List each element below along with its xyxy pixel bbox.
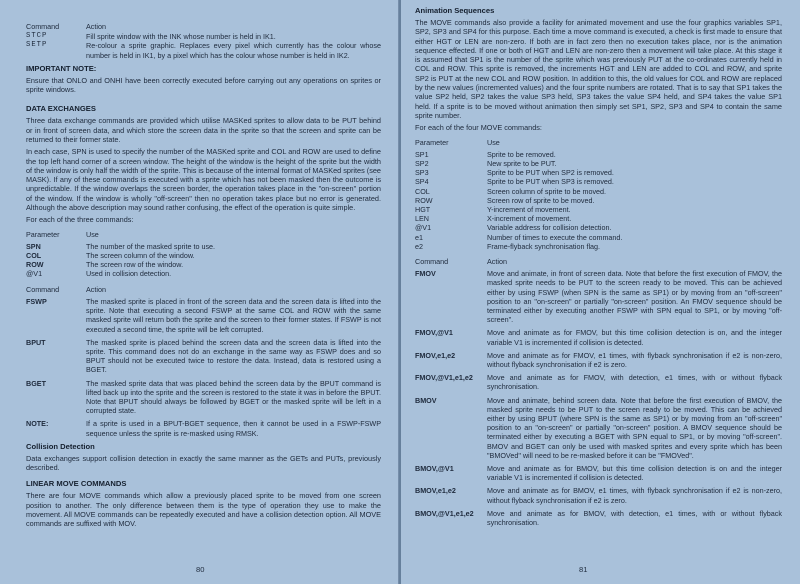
command-row [415, 373, 782, 391]
param-use: Y-increment of movement. [487, 204, 571, 214]
command-action: Move and animate as for FMOV, with detection, e1 times, with or without flyback synchronisation. [487, 373, 782, 392]
header-use: Use [86, 229, 99, 239]
command-action: Move and animate as for FMOV, e1 times, with flyback synchronisation if e2 is non-zero, without flyback synchronisation if e2 is zero. [487, 350, 782, 370]
param-row [415, 223, 782, 232]
param-row [26, 251, 381, 260]
command-row [26, 338, 381, 375]
command-action: Move and animate, behind screen data. Note that before the first execution of BMOV, the masked sprite needs to be PUT to the screen ready to be moved. This can be achieved either by using BPUT (where SPN is the same as SP1) or by moving from an "off-screen" position to an "on-screen" or partially "on-screen" position. A BMOV sequence should be terminated either by executing a BGET with SPN equal to SP1, or by moving "off-screen". BMOV and BGET can only be used with masked sprites and every sprite which has been "BMOVed" will need to be re-masked before it can be "FMOVed". [487, 395, 782, 460]
command-name: FMOV,@V1,e1,e2 [415, 373, 473, 383]
command-name: BMOV,@V1 [415, 464, 454, 474]
param-name: e2 [415, 241, 423, 251]
animation-sequences-title: Animation Sequences [415, 6, 495, 15]
command-name: BMOV [415, 395, 437, 405]
paragraph: Three data exchange commands are provided which utilise MASKed sprites to allow data to be PUT behind or in front of screen data, and which store the screen data in the sprite so that the screen and sprite can be returned to their former state. [26, 116, 381, 144]
linear-move-title: LINEAR MOVE COMMANDS [26, 479, 127, 489]
command-row [415, 269, 782, 324]
param-use: Variable address for collision detection. [487, 223, 612, 233]
table-row [26, 41, 381, 59]
header-action: Action [86, 22, 106, 31]
param-use: Used in collision detection. [86, 269, 172, 279]
param-name: ROW [415, 195, 433, 205]
command-action: Move and animate as for BMOV, but this time collision detection is on and the integer variable V1 is incremented if collision is detected. [487, 464, 782, 483]
param-list [415, 150, 782, 251]
important-note-title: IMPORTANT NOTE: [26, 63, 97, 73]
param-use: The screen row of the window. [86, 260, 184, 270]
param-row [26, 242, 381, 251]
param-row [415, 150, 782, 159]
command-action: The masked sprite data that was placed behind the screen data by the BPUT command is lifted back up into the sprite and the screen is restored to the state it was in before the BPUT. Note that BPUT should always be followed by BGET or the masked sprite will be left in a corrupted state. [86, 378, 381, 416]
page-number: 80 [196, 565, 205, 574]
command-row [26, 379, 381, 416]
header-command: Command [415, 257, 449, 266]
paragraph: In each case, SPN is used to specify the number of the MASKed sprite and COL and ROW are used to define the top left hand corner of a screen window. The height of the window is the height of the sprite but the width of the window is only half the width of the sprite. This is because of the internal format of MASKed sprites (see MASK). If any of these commands is executed with a sprite which has not been masked then the outcome is unpredictable. If the window overlaps the screen border, the operation takes place in the "on-screen" portion of the window. If the window is wholly "off-screen" then no operation takes place but no error is generated. Although the above description may sound rather confusing, the effect of the operation is quite simple. [26, 147, 381, 213]
param-header [415, 138, 782, 147]
data-exchanges-title: DATA EXCHANGES [26, 104, 96, 114]
command-action: Move and animate as for BMOV, with detection, e1 times, with or without flyback synchronisation. [487, 508, 782, 528]
command-name: FSWP [26, 296, 47, 306]
command-name: SETP [26, 41, 48, 50]
table-row [26, 32, 381, 41]
param-name: SPN [26, 241, 41, 251]
param-header [26, 230, 381, 239]
param-row [415, 233, 782, 242]
command-row [415, 328, 782, 346]
param-row [415, 177, 782, 186]
param-row [26, 260, 381, 269]
command-name: STCP [26, 32, 48, 41]
param-row [415, 187, 782, 196]
header-command: Command [26, 284, 60, 294]
right-page [401, 0, 800, 584]
header-action: Action [86, 284, 106, 294]
command-row [26, 419, 381, 437]
paragraph: For each of the four MOVE commands: [415, 123, 542, 133]
collision-detection-title: Collision Detection [26, 441, 95, 451]
param-row [26, 269, 381, 278]
command-name: BPUT [26, 337, 46, 347]
param-name: @V1 [26, 269, 43, 279]
command-action: Fill sprite window with the INK whose number is held in IK1. [86, 32, 276, 42]
param-use: Screen row of sprite to be moved. [487, 195, 595, 205]
param-name: COL [415, 186, 430, 196]
command-row [415, 396, 782, 460]
param-name: SP1 [415, 149, 429, 159]
param-row [415, 214, 782, 223]
param-name: SP2 [415, 158, 429, 168]
param-use: The number of the masked sprite to use. [86, 241, 216, 251]
command-action: Move and animate as for FMOV, but this time collision detection is on, and the integer variable V1 is incremented if collision is detected. [487, 328, 782, 347]
param-name: LEN [415, 214, 429, 224]
param-use: X-increment of movement. [487, 214, 572, 224]
param-use: Sprite to be PUT when SP3 is removed. [487, 177, 614, 187]
command-row [415, 464, 782, 482]
note-label: NOTE: [26, 419, 49, 429]
param-row [415, 242, 782, 251]
param-name: SP4 [415, 177, 429, 187]
param-use: Screen column of sprite to be moved. [487, 186, 607, 196]
header-command: Command [26, 22, 60, 31]
top-table-header [26, 22, 381, 31]
command-row [415, 509, 782, 527]
param-list [26, 242, 381, 279]
param-name: @V1 [415, 223, 432, 233]
paragraph: The MOVE commands also provide a facility for animated movement and use the four graphics variables SP1, SP2, SP3 and SP4 for this purpose. Each time a move command is executed, a check is first made to ensure that either HGT or LEN are non-zero. If both are in fact zero then no execution takes place, nor is the animation sequence effected. If one or both of HGT and LEN are non-zero then a movement will take place. At this stage it is assumed that SP1 is the number of the sprite which was previously PUT at the co-ordinates currently held in COL and ROW. This sprite is removed, the increments HGT and LEN are added to COL and ROW, and sprite SP2 is PUT at the new COL and ROW position. In addition to this, the old values for COL and ROW are replaced by the new values (incremented values) and the four sprite numbers are rotated. That is to say that SP1 takes the value SP2 held, SP2 takes the value SP3 held, SP3 takes the value SP4 held, and SP4 takes the value SP1 held. If a sprite is to be moved without animation then simply set SP1, SP2, SP3 and SP4 to contain the same sprite number. [415, 18, 782, 120]
command-name: FMOV,e1,e2 [415, 350, 456, 360]
header-use: Use [487, 137, 500, 147]
command-header [415, 257, 782, 266]
command-row [415, 351, 782, 369]
param-use: The screen column of the window. [86, 251, 195, 261]
paragraph: For each of the three commands: [26, 215, 134, 225]
command-name: BMOV,@V1,e1,e2 [415, 508, 474, 518]
param-row [415, 168, 782, 177]
param-row [415, 159, 782, 168]
header-action: Action [487, 257, 507, 266]
command-action: Move and animate, in front of screen data. Note that before the first execution of FMOV, the masked sprite needs to be PUT to the screen ready to be moved. This can be achieved either by using FSWP (when SPN is the same as SP1) or by moving from an "off-screen" position to an "on-screen" or partially "on-screen" position. An FMOV sequence should be terminated either by executing another FSWP with SPN equal to SP1, or by moving "off-screen". [487, 269, 782, 325]
param-row [415, 205, 782, 214]
command-name: FMOV [415, 269, 436, 279]
page-number: 81 [579, 565, 588, 574]
collision-detection-text: Data exchanges support collision detection in exactly the same manner as the GETs and PUTs, previously described. [26, 453, 381, 473]
command-action: Move and animate as for BMOV, e1 times, with flyback synchronisation if e2 is non-zero, without flyback synchronisation if e2 is zero. [487, 486, 782, 505]
command-row [26, 297, 381, 334]
header-parameter: Parameter [415, 137, 449, 147]
command-action: The masked sprite is placed in front of the screen data and the screen data is lifted into the sprite. Note that executing a second FSWP at the same COL and ROW with the same masked sprite will return both the sprite and the screen to their former states. If FSWP is not executed a second time, the sprite will be left corrupted. [86, 296, 381, 334]
param-name: HGT [415, 204, 431, 214]
param-name: e1 [415, 232, 423, 242]
header-parameter: Parameter [26, 229, 60, 239]
linear-move-text: There are four MOVE commands which allow a previously placed sprite to be moved from one screen position to another. The only difference between them is the type of operation they use to make the movement. All MOVE commands can be repeatedly executed and have a collision detection option. All MOVE commands are suffixed with MOV. [26, 491, 381, 529]
param-name: SP3 [415, 168, 429, 178]
command-name: BMOV,e1,e2 [415, 486, 456, 496]
command-header [26, 285, 381, 294]
command-row [415, 486, 782, 504]
param-use: Number of times to execute the command. [487, 232, 623, 242]
command-name: FMOV,@V1 [415, 328, 453, 338]
param-name: COL [26, 251, 42, 261]
important-note-text: Ensure that ONLO and ONHI have been correctly executed before carrying out any operations on sprites or sprite windows. [26, 75, 381, 95]
command-name: BGET [26, 378, 46, 388]
param-row [415, 196, 782, 205]
param-use: New sprite to be PUT. [487, 158, 557, 168]
command-action: Re-colour a sprite graphic. Replaces every pixel which currently has the colour whose number is held in IK1, by a pixel which has the colour whose number is held in IK2. [86, 41, 381, 60]
command-action: The masked sprite is placed behind the screen data and the screen data is lifted into the sprite. This command does not do an exchange in the same way as FSWP does and so BPUT should not be executed twice to restore the data. Instead, data is restored using a BGET. [86, 337, 381, 375]
param-use: Sprite to be PUT when SP2 is removed. [487, 168, 614, 178]
param-use: Sprite to be removed. [487, 149, 556, 159]
param-name: ROW [26, 260, 44, 270]
note-text: If a sprite is used in a BPUT-BGET sequence, then it cannot be used in a FSWP-FSWP sequence unless the sprite is re-masked using RMSK. [86, 419, 381, 438]
param-use: Frame-flyback synchronisation flag. [487, 241, 601, 251]
left-page [0, 0, 399, 584]
